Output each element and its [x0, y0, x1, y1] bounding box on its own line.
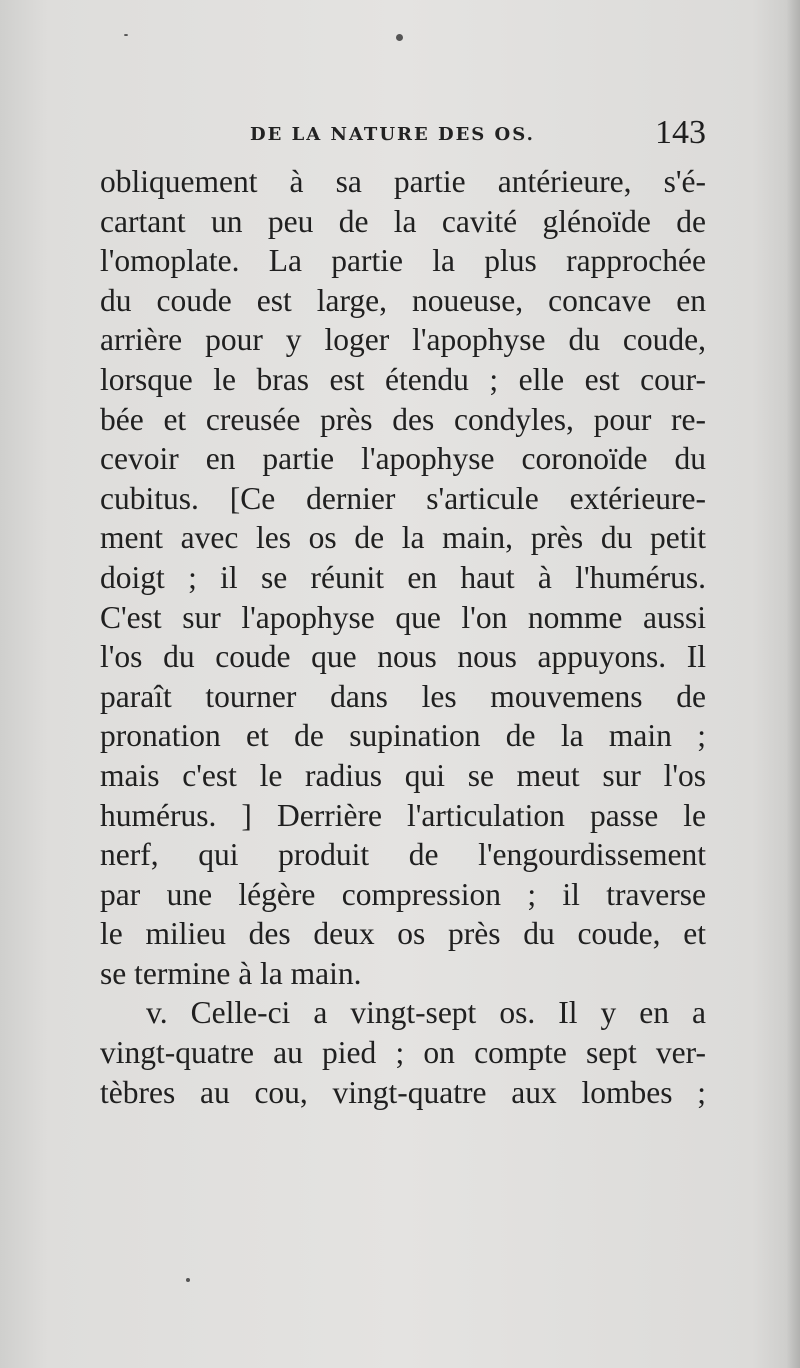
text-line: paraît tourner dans les mouvemens de [100, 678, 706, 714]
text-line: l'os du coude que nous nous appuyons. Il [100, 639, 706, 675]
page-number: 143 [655, 114, 706, 151]
page-header [100, 114, 706, 158]
text-line: nerf, qui produit de l'engourdissement [100, 837, 706, 873]
text-line: humérus. ] Derrière l'articulation passe le [100, 797, 706, 833]
text-line: vingt-quatre au pied ; on compte sept ver- [100, 1035, 706, 1071]
text-line: cubitus. [Ce dernier s'articule extérieure- [100, 480, 706, 516]
text-line: tèbres au cou, vingt-quatre aux lombes ; [100, 1074, 706, 1110]
text-line: doigt ; il se réunit en haut à l'humérus. [100, 559, 706, 595]
text-line: du coude est large, noueuse, concave en [100, 282, 706, 318]
text-line: l'omoplate. La partie la plus rapprochée [100, 243, 706, 279]
text-line: par une légère compression ; il traverse [100, 876, 706, 912]
page-edge-shadow [786, 0, 800, 1368]
ink-speck [124, 34, 128, 36]
running-head: DE LA NATURE DES OS. [250, 124, 535, 145]
text-line: lorsque le bras est étendu ; elle est cour- [100, 361, 706, 397]
text-line: le milieu des deux os près du coude, et [100, 916, 706, 952]
ink-speck [186, 1278, 190, 1282]
text-line: C'est sur l'apophyse que l'on nomme aussi [100, 599, 706, 635]
text-line: arrière pour y loger l'apophyse du coude, [100, 322, 706, 358]
text-line: bée et creusée près des condyles, pour re- [100, 401, 706, 437]
text-line: pronation et de supination de la main ; [100, 718, 706, 754]
text-line: obliquement à sa partie antérieure, s'é- [100, 164, 706, 199]
text-line: cevoir en partie l'apophyse coronoïde du [100, 441, 706, 477]
text-line: se termine à la main. [100, 955, 362, 991]
text-line: ment avec les os de la main, près du petit [100, 520, 706, 556]
body-text [100, 162, 706, 1112]
text-line: v. Celle-ci a vingt-sept os. Il y en a [146, 995, 706, 1031]
text-line: mais c'est le radius qui se meut sur l'os [100, 757, 706, 793]
ink-speck [396, 34, 403, 41]
text-line: cartant un peu de la cavité glénoïde de [100, 203, 706, 239]
